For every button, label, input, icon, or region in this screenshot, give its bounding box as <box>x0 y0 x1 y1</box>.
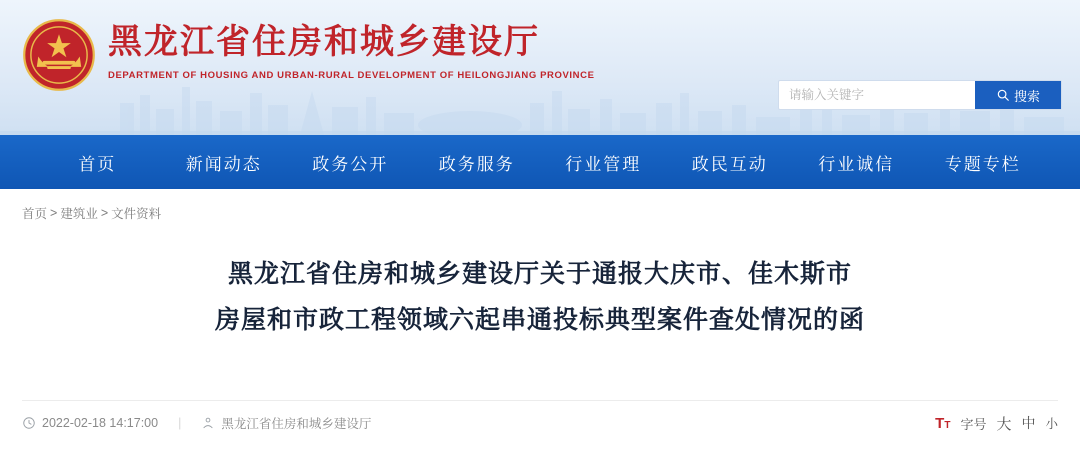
site-title-cn: 黑龙江省住房和城乡建设厅 <box>108 23 540 61</box>
publish-date <box>22 416 158 430</box>
article-header <box>0 237 1080 343</box>
font-size-medium[interactable]: 中 <box>1021 415 1036 431</box>
nav-item-public-interaction[interactable]: 政民互动 <box>691 154 768 174</box>
font-size-control <box>935 413 1058 434</box>
search-button-label: 搜索 <box>1013 88 1040 104</box>
search-bar[interactable] <box>778 80 1062 110</box>
nav-item-industry-management[interactable]: 行业管理 <box>565 154 642 174</box>
site-title-en: DEPARTMENT OF HOUSING AND URBAN-RURAL DEVELOPMENT OF HEILONGJIANG PROVINCE <box>108 70 595 81</box>
font-size-small[interactable]: 小 <box>1045 417 1058 431</box>
search-icon <box>996 88 1010 102</box>
meta-separator: | <box>178 416 182 430</box>
site-title-block <box>108 20 595 81</box>
nav-item-gov-disclosure[interactable]: 政务公开 <box>312 154 389 174</box>
breadcrumb-separator: > <box>100 206 109 220</box>
article-meta <box>22 401 1058 445</box>
breadcrumb <box>0 189 1080 237</box>
breadcrumb-item-documents[interactable]: 文件资料 <box>111 207 162 221</box>
breadcrumb-item-home[interactable]: 首页 <box>22 207 48 221</box>
site-header <box>0 0 1080 135</box>
article-source-text: 黑龙江省住房和城乡建设厅 <box>221 417 372 431</box>
nav-item-industry-credit[interactable]: 行业诚信 <box>818 154 895 174</box>
main-nav <box>0 135 1080 189</box>
nav-item-special-topics[interactable]: 专题专栏 <box>944 154 1021 174</box>
clock-icon <box>22 416 36 430</box>
page-title-line-1: 黑龙江省住房和城乡建设厅关于通报大庆市、佳木斯市 <box>227 260 852 288</box>
source-icon <box>201 416 215 430</box>
font-size-large[interactable]: 大 <box>996 415 1012 433</box>
font-size-icon: T T <box>935 414 951 432</box>
publish-date-text: 2022-02-18 14:17:00 <box>42 416 159 430</box>
article-source <box>201 414 371 432</box>
nav-item-home[interactable]: 首页 <box>78 154 117 174</box>
breadcrumb-separator: > <box>50 206 58 220</box>
national-emblem-icon <box>22 18 96 92</box>
page-title-line-2: 房屋和市政工程领域六起串通投标典型案件查处情况的函 <box>214 306 865 334</box>
font-size-label: 字号 <box>960 416 987 432</box>
search-input[interactable] <box>779 81 975 109</box>
nav-item-gov-services[interactable]: 政务服务 <box>438 154 515 174</box>
search-button[interactable] <box>975 81 1061 109</box>
breadcrumb-item-construction[interactable]: 建筑业 <box>60 207 98 221</box>
nav-item-news[interactable]: 新闻动态 <box>185 154 262 174</box>
